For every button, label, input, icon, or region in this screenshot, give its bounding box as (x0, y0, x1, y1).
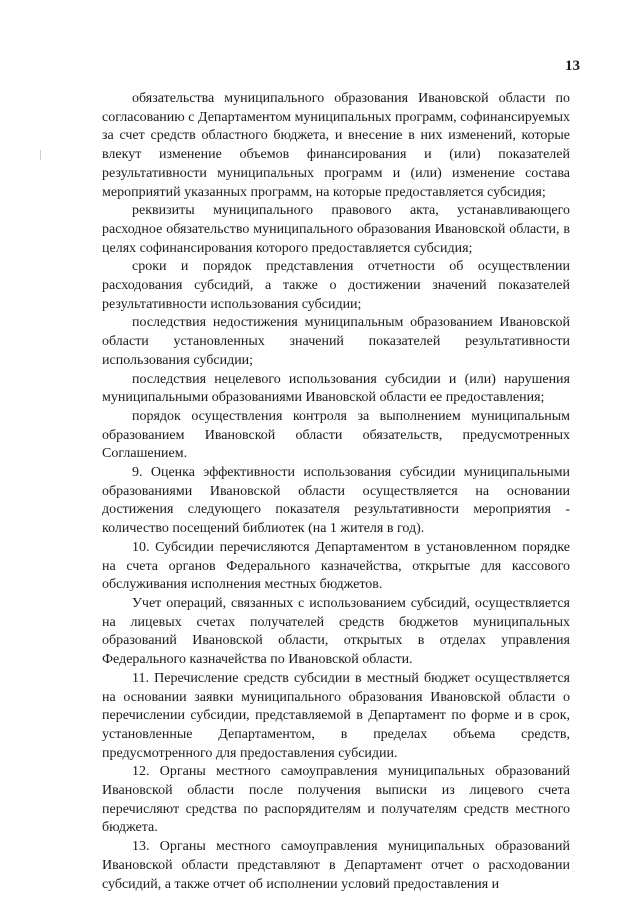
margin-mark (40, 150, 41, 160)
paragraph: последствия недостижения муниципальным образованием Ивановской области установленных значений показателей результативности использования субсидии; (102, 315, 570, 368)
paragraph: 9. Оценка эффективности использования субсидии муниципальными образованиями Ивановской области осуществляется на основании достижения следующего показателя результативности мероприятия - количество посещений библиотек (на 1 жителя в год). (102, 465, 570, 537)
scan-artifact: · · · (572, 853, 574, 875)
paragraph: последствия нецелевого использования субсидии и (или) нарушения муниципальными образованиями Ивановской области ее предоставления; (102, 371, 570, 406)
page-number: 13 (565, 58, 580, 74)
document-body (102, 90, 570, 894)
paragraph: реквизиты муниципального правового акта, устанавливающего расходное обязательство муниципального образования Ивановской области, в целях софинансирования которого предоставляется субсидия; (102, 203, 570, 256)
paragraph: 11. Перечисление средств субсидии в местный бюджет осуществляется на основании заявки муниципального образования Ивановской области о перечислении субсидии, представляемой в Департамент по форме и в срок, установленные Департаментом, в пределах объема средств, предусмотренного для предоставления субсидии. (102, 670, 570, 761)
paragraph: порядок осуществления контроля за выполнением муниципальным образованием Ивановской области обязательств, предусмотренных Соглашением. (102, 408, 570, 462)
paragraph: 13. Органы местного самоуправления муниципальных образований Ивановской области представляют в Департамент отчет о расходовании субсидий, а также отчет об исполнении условий предоставления и (102, 839, 570, 892)
paragraph: 12. Органы местного самоуправления муниципальных образований Ивановской области после получения выписки из лицевого счета перечисляют средства по распорядителям и получателям средств местного бюджета. (102, 764, 570, 836)
paragraph: 10. Субсидии перечисляются Департаментом в установленном порядке на счета органов Федерального казначейства, открытые для кассового обслуживания исполнения местных бюджетов. (102, 539, 570, 593)
paragraph: обязательства муниципального образования Ивановской области по согласованию с Департаментом муниципальных программ, софинансируемых за счет средств областного бюджета, и внесение в них изменений, которые влекут изменение объемов финансирования и (или) показателей результативности муниципальных программ и (или) изменение состава мероприятий указанных программ, на которые предоставляется субсидия; (102, 91, 570, 200)
paragraph: сроки и порядок представления отчетности об осуществлении расходования субсидий, а также о достижении значений показателей результативности использования субсидии; (102, 259, 570, 312)
paragraph: Учет операций, связанных с использованием субсидий, осуществляется на лицевых счетах получателей средств бюджетов муниципальных образований Ивановской области, открытых в отделах управления Федерального казначейства по Ивановской области. (102, 595, 570, 668)
